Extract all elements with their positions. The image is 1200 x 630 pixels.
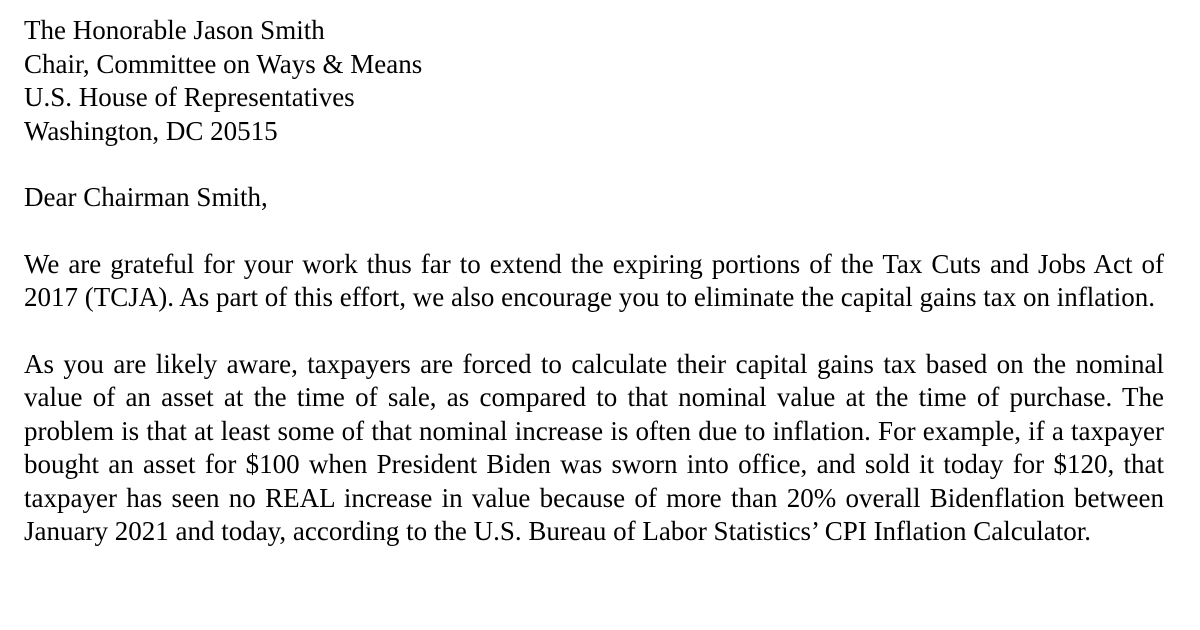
salutation: Dear Chairman Smith, — [24, 182, 268, 212]
recipient-title: Chair, Committee on Ways & Means — [24, 48, 423, 79]
recipient-city: Washington, DC 20515 — [24, 115, 278, 146]
recipient-office: U.S. House of Representatives — [24, 82, 355, 112]
body-paragraph-2: As you are likely aware, taxpayers are forced to calculate their capital gains tax based on the nominal value of an asset at the time of sale, as compared to that nominal value at the time of purchase. The problem is that at least some of that nominal increase is often due to inflation. For example, if a taxpayer bought an asset for $100 when President Biden was sworn into office, and sold it today for $120, that taxpayer has seen no REAL increase in value because of more than 20% overall Bidenflation between January 2021 and today, according to the U.S. Bureau of Labor Statistics’ CPI Inflation Calculator. — [24, 348, 1164, 546]
recipient-address-block — [24, 14, 1164, 148]
recipient-name: The Honorable Jason Smith — [24, 15, 325, 45]
letter-document — [24, 14, 1164, 549]
body-paragraph-1: We are grateful for your work thus far to extend the expiring portions of the Tax Cuts and Jobs Act of 2017 (TCJA). As part of this effort, we also encourage you to eliminate the capital gains tax on inflation. — [24, 248, 1164, 312]
